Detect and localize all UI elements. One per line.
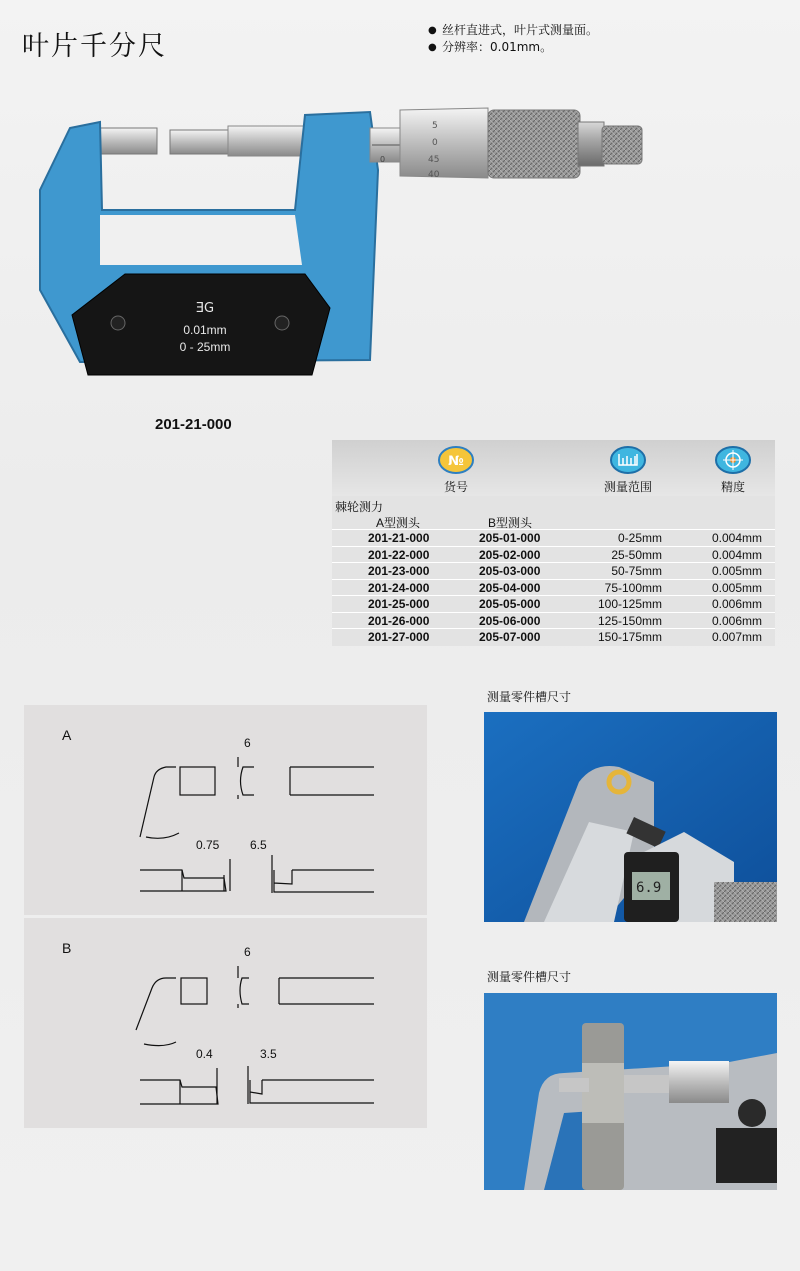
drawing-type-a (24, 705, 427, 915)
product-model: 201-21-000 (155, 416, 232, 433)
header-code (396, 440, 516, 496)
dim-width: 6.5 (250, 838, 267, 852)
header-accuracy-label: 精度 (720, 480, 745, 494)
feature-item: ● 分辨率：0.01mm。 (428, 39, 598, 56)
table-row: 201-26-000 205-06-000 125-150mm 0.006mm (332, 612, 775, 629)
table-row: 201-23-000 205-03-000 50-75mm 0.005mm (332, 562, 775, 579)
thimble-mark: 40 (428, 170, 440, 180)
photo-measuring-slot-2 (484, 993, 777, 1190)
feature-list (428, 22, 598, 56)
dim-top: 6 (244, 945, 251, 959)
thimble-mark: 0 (432, 138, 438, 148)
dim-thin: 0.4 (196, 1047, 213, 1061)
type-a-header: A型测头 (376, 516, 421, 530)
force-subheader: 棘轮测力 (335, 500, 384, 514)
spec-table (332, 440, 775, 646)
frame-throat (100, 215, 302, 265)
drawing-label: A (62, 727, 72, 743)
no-badge-icon (438, 446, 474, 474)
table-row: 201-27-000 205-07-000 150-175mm 0.007mm (332, 628, 775, 645)
dim-top: 6 (244, 736, 251, 750)
header-accuracy (673, 440, 793, 496)
dim-thin: 0.75 (196, 838, 220, 852)
spec-table-header (332, 440, 775, 496)
anvil-blade (100, 128, 157, 154)
drawing-type-b (24, 918, 427, 1128)
photo-measuring-slot-1 (484, 712, 777, 922)
svg-text:№: № (448, 454, 464, 469)
ratchet-stop (602, 126, 642, 164)
drawing-label: B (62, 940, 72, 956)
panel-resolution: 0.01mm (183, 323, 227, 337)
table-row: 201-24-000 205-04-000 75-100mm 0.005mm (332, 579, 775, 596)
table-row: 201-22-000 205-02-000 25-50mm 0.004mm (332, 546, 775, 563)
photo-caption: 测量零件槽尺寸 (487, 690, 572, 704)
micrometer-illustration (20, 90, 660, 390)
knurled-grip (488, 110, 580, 178)
header-code-label: 货号 (443, 480, 468, 494)
display-reading: 6.9 (636, 880, 662, 896)
type-a-schematic (24, 705, 427, 915)
target-accuracy-icon (715, 446, 751, 474)
header-range-label: 测量范围 (603, 480, 652, 494)
type-b-header: B型测头 (488, 516, 533, 530)
brand-logo: ƎG (195, 301, 215, 316)
photo-caption: 测量零件槽尺寸 (487, 970, 572, 984)
page-title: 叶片千分尺 (22, 31, 167, 62)
type-b-schematic (24, 918, 427, 1128)
table-row: 201-25-000 205-05-000 100-125mm 0.006mm (332, 595, 775, 612)
thimble-mark: 5 (432, 121, 438, 131)
table-row: 201-21-000 205-01-000 0-25mm 0.004mm (332, 529, 775, 546)
sleeve-mark: 0 (380, 155, 386, 164)
range-ruler-icon (610, 446, 646, 474)
thimble (400, 108, 488, 178)
panel-range: 0 - 25mm (179, 340, 231, 354)
header-range (568, 440, 688, 496)
dim-width: 3.5 (260, 1047, 277, 1061)
screw-icon (111, 316, 125, 330)
thimble-mark: 45 (428, 155, 440, 165)
spindle-blade (170, 130, 230, 154)
feature-item: ● 丝杆直进式，叶片式测量面。 (428, 22, 598, 39)
screw-icon (275, 316, 289, 330)
spindle (228, 126, 308, 156)
